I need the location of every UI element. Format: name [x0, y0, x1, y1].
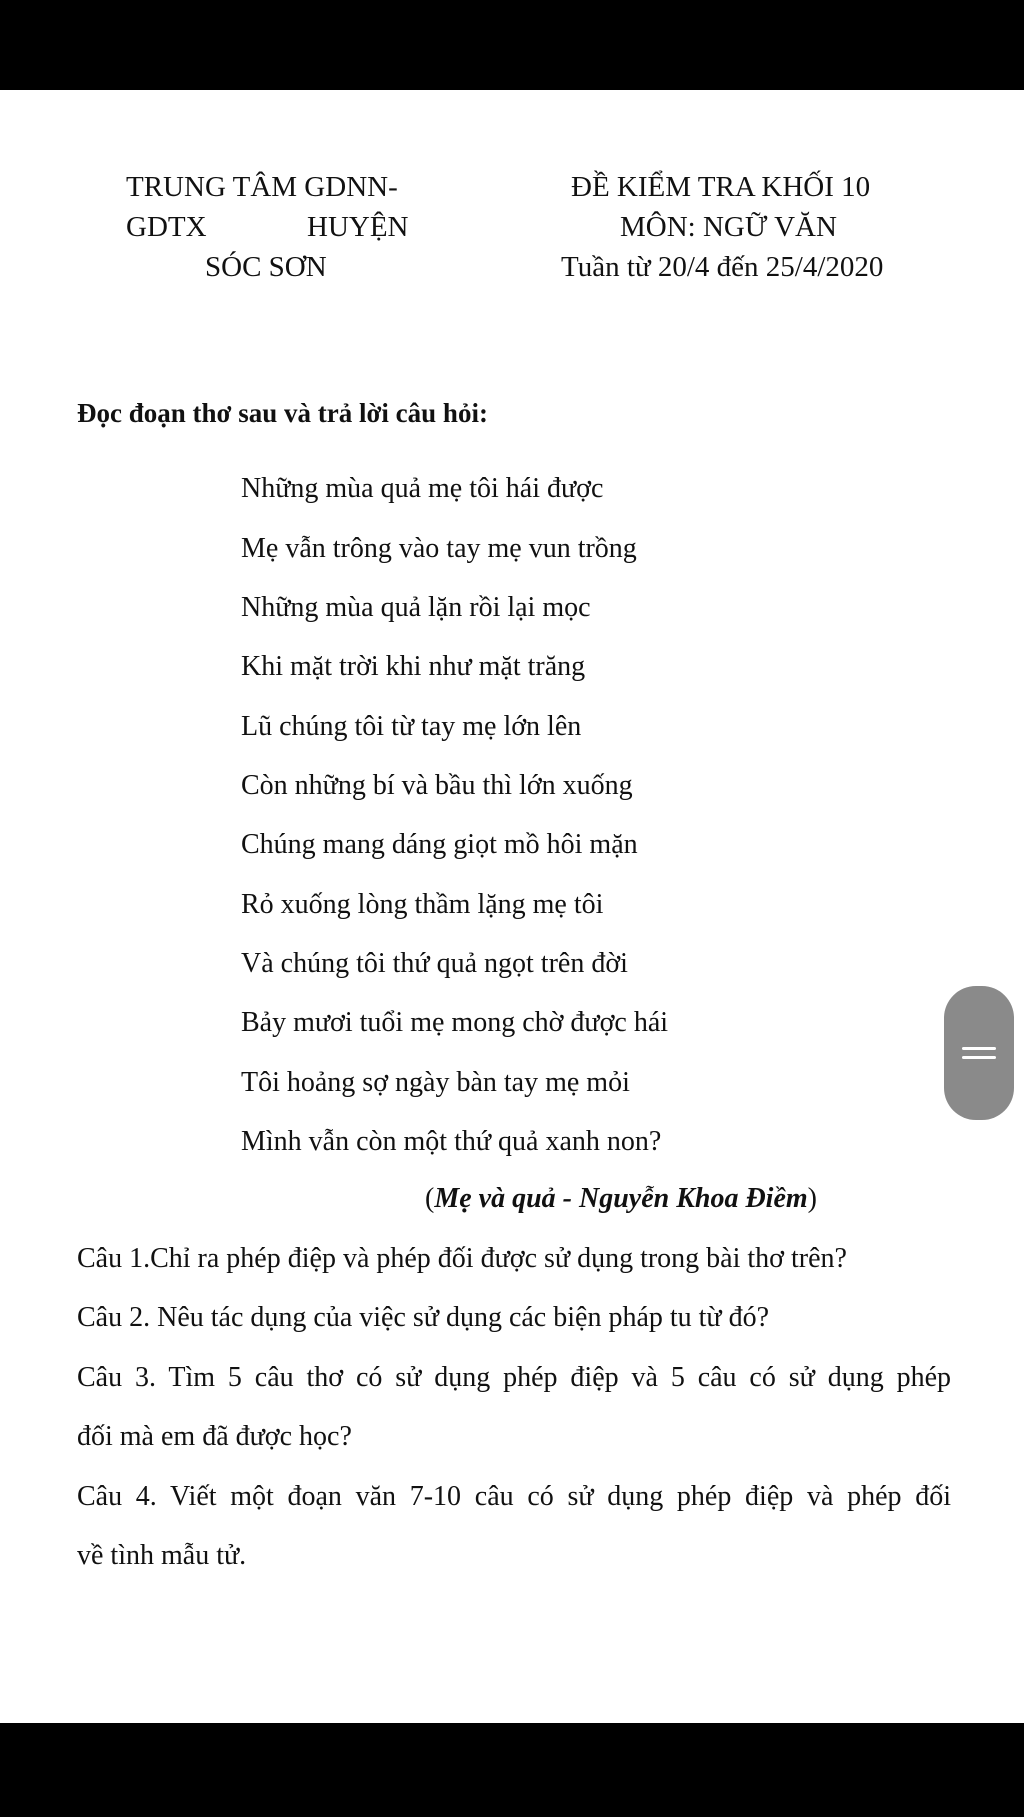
- poem-line: Mẹ vẫn trông vào tay mẹ vun trồng: [241, 533, 637, 564]
- attribution-close-paren: ): [807, 1183, 817, 1214]
- question-3-line-2: đối mà em đã được học?: [77, 1421, 352, 1452]
- question-4-line-2: về tình mẫu tử.: [77, 1540, 247, 1571]
- attribution-work: Mẹ và quả - Nguyễn Khoa Điềm: [434, 1183, 808, 1214]
- exam-title: ĐỀ KIỂM TRA KHỐI 10: [571, 171, 871, 203]
- exam-subject: MÔN: NGỮ VĂN: [620, 211, 837, 243]
- school-name-line-2a: GDTX: [126, 211, 207, 243]
- school-name-line-2b: HUYỆN: [307, 211, 409, 243]
- poem-line: Còn những bí và bầu thì lớn xuống: [241, 770, 633, 801]
- question-4-line-1: Câu 4. Viết một đoạn văn 7-10 câu có sử dụng phép điệp và phép đối: [77, 1481, 951, 1512]
- poem-line: Những mùa quả lặn rồi lại mọc: [241, 592, 591, 623]
- poem-line: Lũ chúng tôi từ tay mẹ lớn lên: [241, 711, 582, 742]
- question-2: Câu 2. Nêu tác dụng của việc sử dụng các biện pháp tu từ đó?: [77, 1302, 770, 1333]
- poem-line: Tôi hoảng sợ ngày bàn tay mẹ mỏi: [241, 1067, 630, 1098]
- poem-line: Bảy mươi tuổi mẹ mong chờ được hái: [241, 1007, 669, 1038]
- exam-week: Tuần từ 20/4 đến 25/4/2020: [561, 251, 884, 283]
- question-3-line-1: Câu 3. Tìm 5 câu thơ có sử dụng phép điệp và 5 câu có sử dụng phép: [77, 1362, 951, 1393]
- question-1: Câu 1.Chỉ ra phép điệp và phép đối được sử dụng trong bài thơ trên?: [77, 1243, 847, 1274]
- drag-handle-icon: [962, 1045, 996, 1061]
- scroll-handle[interactable]: [944, 986, 1014, 1120]
- poem-line: Và chúng tôi thứ quả ngọt trên đời: [241, 948, 628, 979]
- poem-line: Khi mặt trời khi như mặt trăng: [241, 651, 586, 682]
- school-name-line-3: SÓC SƠN: [205, 251, 327, 283]
- instruction-heading: Đọc đoạn thơ sau và trả lời câu hỏi:: [77, 398, 488, 428]
- school-name-line-1: TRUNG TÂM GDNN-: [126, 171, 398, 203]
- poem-line: Mình vẫn còn một thứ quả xanh non?: [241, 1126, 662, 1157]
- attribution-open-paren: (: [425, 1183, 435, 1214]
- poem-line: Chúng mang dáng giọt mồ hôi mặn: [241, 829, 638, 860]
- poem-line: Những mùa quả mẹ tôi hái được: [241, 473, 604, 504]
- poem-line: Rỏ xuống lòng thầm lặng mẹ tôi: [241, 889, 604, 920]
- poem-attribution: [425, 1183, 817, 1215]
